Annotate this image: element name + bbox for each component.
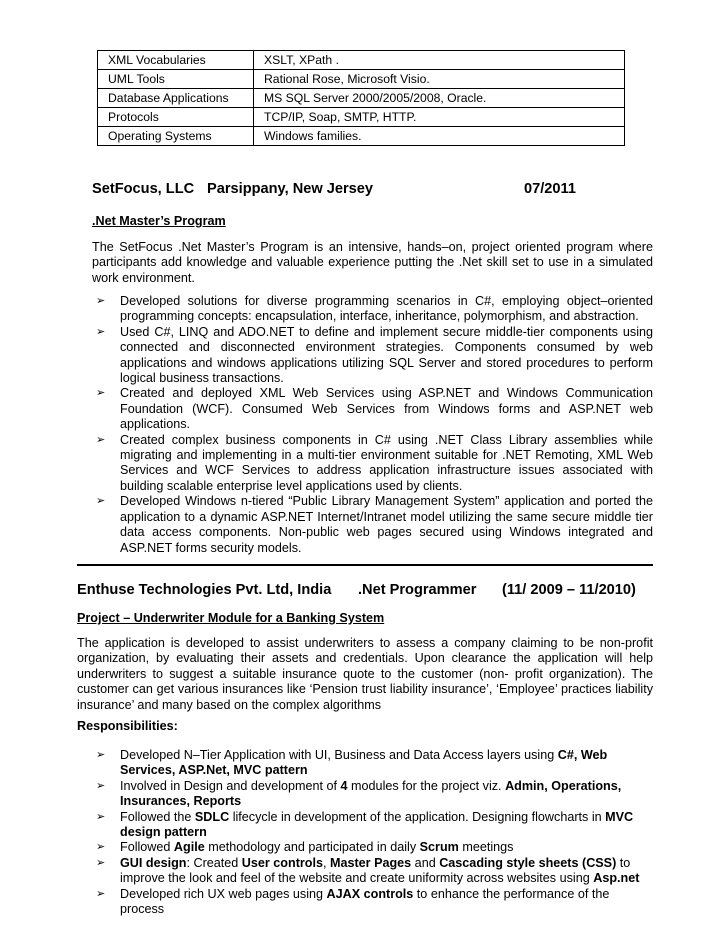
list-item: [96, 886, 640, 918]
table-cell-value: TCP/IP, Soap, SMTP, HTTP.: [254, 108, 625, 127]
table-cell-value: Windows families.: [254, 127, 625, 146]
arrow-bullet-icon: ➢: [96, 856, 106, 869]
text: modules for the project viz.: [347, 778, 506, 793]
bold-text: Cascading style sheets (CSS): [439, 855, 617, 870]
arrow-bullet-icon: ➢: [96, 810, 106, 823]
table-cell-key: Operating Systems: [98, 127, 254, 146]
enthuse-project-title: Project – Underwriter Module for a Banking System: [77, 611, 385, 625]
text: Developed N–Tier Application with UI, Business and Data Access layers using: [120, 748, 558, 762]
list-item: [96, 855, 640, 887]
list-item: [96, 294, 653, 325]
table-cell-key: XML Vocabularies: [98, 51, 254, 70]
list-item: [96, 778, 640, 810]
responsibilities-heading: Responsibilities:: [77, 719, 178, 733]
table-row: [98, 108, 625, 127]
list-item-text: Used C#, LINQ and ADO.NET to define and implement secure middle-tier components using connected and disconnected environment strategies. Components consumed by web applications and windows applications utilizing SQL Server and stored procedures to perform logical business transactions.: [120, 324, 653, 386]
arrow-bullet-icon: ➢: [96, 433, 106, 446]
arrow-bullet-icon: ➢: [96, 295, 106, 307]
list-item-text: Developed Windows n-tiered “Public Library Management System” application and ported the application to a dynamic ASP.NET Internet/Intranet model utilizing the same secure middle tier data access components. Non-public web pages secured using Windows integrated and ASP.NET forms security models.: [120, 494, 653, 555]
arrow-bullet-icon: ➢: [96, 841, 106, 854]
list-item: [96, 432, 653, 495]
enthuse-dates: (11/ 2009 – 11/2010): [502, 582, 636, 598]
enthuse-description: The application is developed to assist underwriters to assess a company claiming to be non-profit organization, by evaluating their assets and credentials. Upon clearance the application will help underwriters to suggest a suitable insurance quote to the customer (non- profit organization). The customer can get various insurances like ‘Pension trust liability insurance’, ‘Employee’ practices liability insurance’ and many based on the complex algorithms: [77, 636, 653, 712]
table-cell-key: UML Tools: [98, 70, 254, 89]
text: methodology and participated in daily: [204, 840, 420, 855]
text: lifecycle in development of the application. Designing flowcharts in: [229, 809, 606, 824]
list-item-text: Developed solutions for diverse programming scenarios in C#, employing object–oriented programming concepts: encapsulation, interface, inheritance, polymorphism, and abstraction.: [120, 294, 653, 324]
list-item: [96, 494, 653, 556]
text: meetings: [458, 840, 514, 855]
text: to enhance the performance of the process: [120, 886, 610, 917]
text: Followed the: [120, 809, 195, 824]
setfocus-program-title: .Net Master’s Program: [92, 214, 226, 228]
bold-text: 4: [340, 778, 348, 793]
list-item: [96, 324, 653, 387]
bold-text: Admin, Operations, Insurances, Reports: [120, 778, 622, 809]
section-divider: [77, 564, 653, 566]
skills-table: [97, 50, 625, 146]
bold-text: User controls: [241, 855, 323, 870]
text: Developed rich UX web pages using: [120, 886, 327, 901]
list-item: [96, 386, 653, 432]
bold-text: Asp.net: [593, 871, 640, 886]
bold-text: GUI design: [120, 855, 187, 870]
list-item-text: Created complex business components in C# using .NET Class Library assemblies while migrating and implementing in a multi-tier environment suitable for .NET Remoting, XML Web Services and WCF Services to address application infrastructure issues associated with building scalable enterprise level applications used by clients.: [120, 432, 653, 493]
table-cell-key: Database Applications: [98, 89, 254, 108]
text: and: [411, 855, 440, 870]
arrow-bullet-icon: ➢: [96, 779, 106, 792]
list-item: [96, 809, 640, 841]
table-cell-value: MS SQL Server 2000/2005/2008, Oracle.: [254, 89, 625, 108]
responsibilities-list: [96, 748, 640, 917]
text: : Created: [186, 855, 242, 870]
bold-text: Agile: [173, 840, 205, 855]
arrow-bullet-icon: ➢: [96, 887, 106, 900]
arrow-bullet-icon: ➢: [96, 387, 106, 400]
table-row: [98, 70, 625, 89]
enthuse-role: .Net Programmer: [358, 582, 477, 598]
setfocus-date: 07/2011: [524, 181, 576, 197]
text: ,: [322, 855, 330, 870]
bold-text: C#, Web Services, ASP.Net, MVC pattern: [120, 748, 608, 778]
table-row: [98, 89, 625, 108]
table-cell-value: XSLT, XPath .: [254, 51, 625, 70]
table-row: [98, 127, 625, 146]
setfocus-bullet-list: [96, 294, 653, 556]
bold-text: SDLC: [194, 809, 230, 824]
enthuse-company: Enthuse Technologies Pvt. Ltd, India: [77, 582, 332, 598]
bold-text: AJAX controls: [326, 886, 414, 901]
list-item-text: Created and deployed XML Web Services using ASP.NET and Windows Communication Foundation (WCF). Consumed Web Services from Windows forms and ASP.NET web applications.: [120, 386, 653, 432]
setfocus-location: Parsippany, New Jersey: [207, 181, 374, 197]
text: to improve the look and feel of the website and create uniformity across websites using: [120, 855, 631, 886]
table-cell-value: Rational Rose, Microsoft Visio.: [254, 70, 625, 89]
bold-text: Scrum: [419, 840, 459, 855]
bold-text: MVC design pattern: [120, 809, 634, 840]
bold-text: Master Pages: [329, 855, 412, 870]
table-row: [98, 51, 625, 70]
setfocus-description: The SetFocus .Net Master’s Program is an intensive, hands–on, project oriented program where participants add knowledge and valuable experience putting the .Net skill set to use in a simulated work environment.: [92, 240, 653, 285]
text: Followed: [120, 840, 174, 855]
table-cell-key: Protocols: [98, 108, 254, 127]
text: Involved in Design and development of: [120, 778, 341, 793]
arrow-bullet-icon: ➢: [96, 749, 106, 761]
arrow-bullet-icon: ➢: [96, 325, 106, 338]
setfocus-company: SetFocus, LLC: [92, 181, 195, 197]
arrow-bullet-icon: ➢: [96, 495, 106, 508]
list-item: [96, 748, 640, 779]
list-item: [96, 840, 640, 855]
